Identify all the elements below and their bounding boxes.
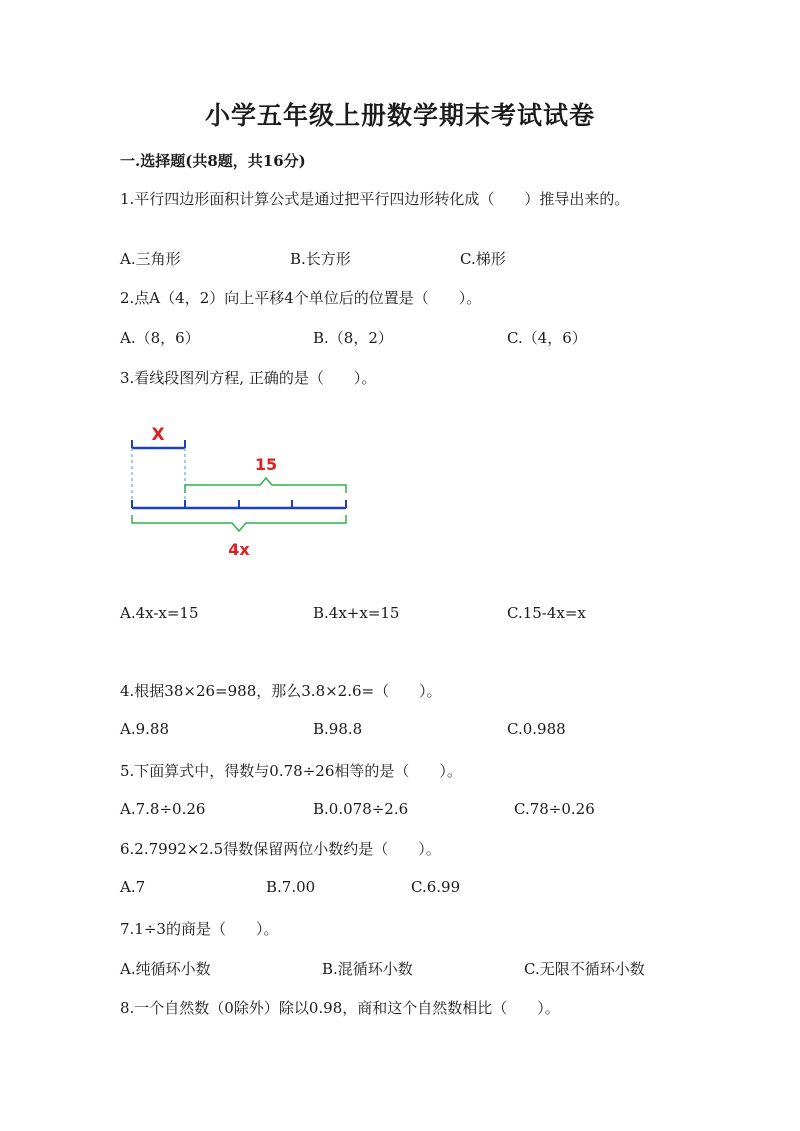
q3-option-a: A.4x-x=15 — [120, 604, 199, 622]
question-1: 1.平行四边形面积计算公式是通过把平行四边形转化成（ ）推导出来的。 — [120, 190, 630, 208]
question-6: 6.2.7992×2.5得数保留两位小数约是（ ）。 — [120, 840, 441, 858]
line-segment-diagram — [120, 415, 370, 575]
q7-option-b: B.混循环小数 — [322, 960, 413, 978]
q6-option-a: A.7 — [120, 878, 146, 896]
q1-option-c: C.梯形 — [460, 250, 506, 268]
question-3: 3.看线段图列方程, 正确的是（ ）。 — [120, 369, 377, 387]
question-8: 8.一个自然数（0除外）除以0.98，商和这个自然数相比（ ）。 — [120, 999, 560, 1017]
q6-option-c: C.6.99 — [411, 878, 461, 896]
part-label: 15 — [254, 455, 278, 474]
q4-option-c: C.0.988 — [507, 720, 566, 738]
section-heading: 一.选择题(共8题，共16分) — [120, 152, 306, 170]
q5-option-c: C.78÷0.26 — [514, 800, 595, 818]
q4-option-a: A.9.88 — [120, 720, 169, 738]
q2-option-b: B.（8，2） — [313, 329, 393, 347]
q2-option-a: A.（8，6） — [120, 329, 200, 347]
q2-option-c: C.（4，6） — [507, 329, 587, 347]
q5-option-b: B.0.078÷2.6 — [313, 800, 409, 818]
q6-option-b: B.7.00 — [266, 878, 316, 896]
page-title: 小学五年级上册数学期末考试试卷 — [204, 101, 595, 130]
question-2: 2.点A（4，2）向上平移4个单位后的位置是（ ）。 — [120, 289, 482, 307]
question-4: 4.根据38×26=988，那么3.8×2.6=（ ）。 — [120, 682, 442, 700]
q7-option-a: A.纯循环小数 — [120, 960, 211, 978]
question-7: 7.1÷3的商是（ ）。 — [120, 920, 279, 938]
q1-option-b: B.长方形 — [290, 250, 351, 268]
x-label: X — [151, 425, 165, 445]
q5-option-a: A.7.8÷0.26 — [120, 800, 206, 818]
q7-option-c: C.无限不循环小数 — [524, 960, 645, 978]
brace-4x — [132, 515, 346, 531]
q1-option-a: A.三角形 — [120, 250, 181, 268]
total-label: 4x — [228, 540, 250, 559]
q4-option-b: B.98.8 — [313, 720, 363, 738]
question-5: 5.下面算式中，得数与0.78÷26相等的是（ ）。 — [120, 762, 462, 780]
brace-15 — [185, 478, 346, 493]
q3-option-b: B.4x+x=15 — [313, 604, 400, 622]
q3-option-c: C.15-4x=x — [507, 604, 586, 622]
